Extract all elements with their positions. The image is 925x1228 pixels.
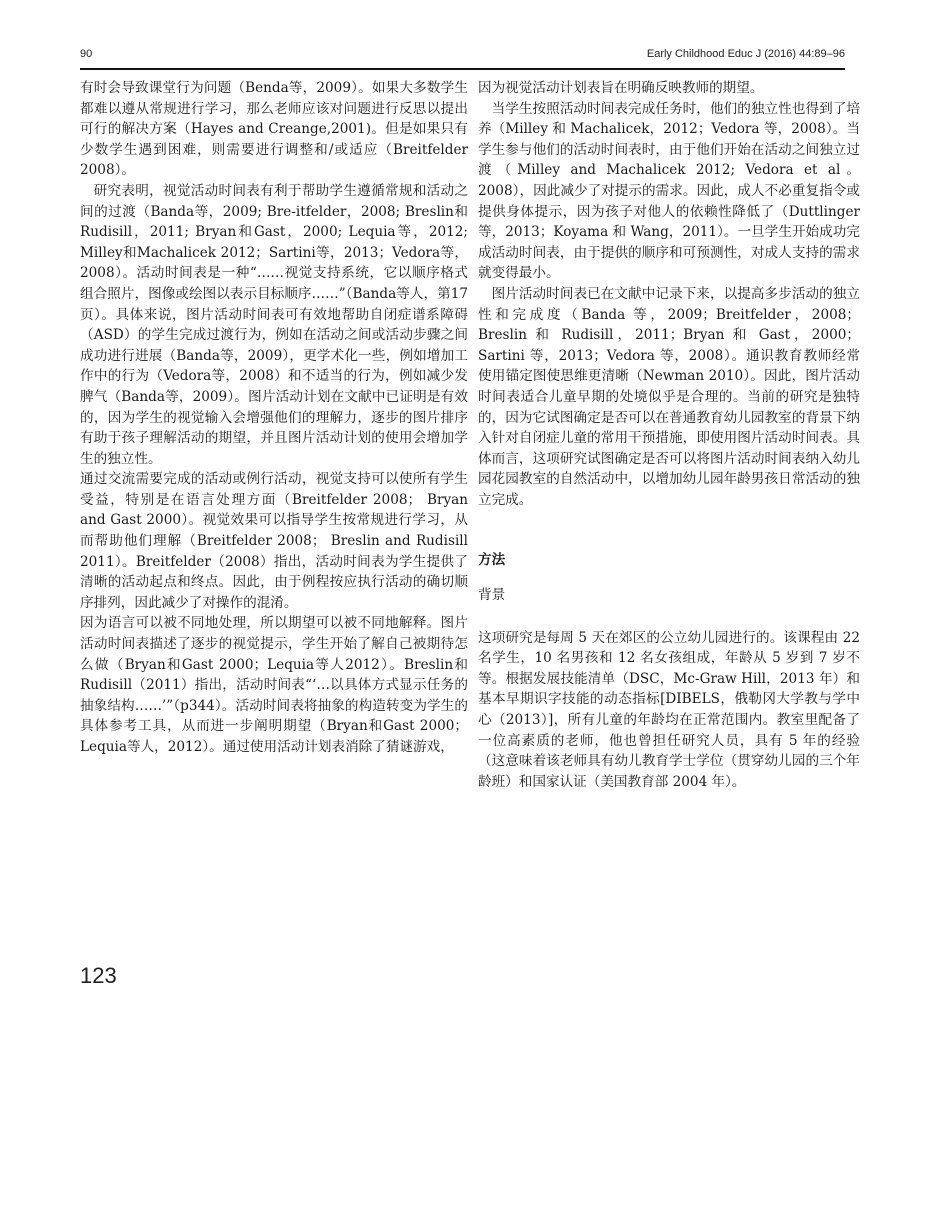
paragraph-setting: 这项研究是每周 5 天在郊区的公立幼儿园进行的。该课程由 22 名学生，10 名男孩和 12 名女孩组成，年龄从 5 岁到 7 岁不等。根据发展技能清单（DSC，Mc-Graw Hill，2013 年）和基本早期识字技能的动态指标[DIBELS，俄勒冈大学教与学中心（2013）]，所有儿童的年龄均在正常范围内。教室里配备了一位高素质的老师，他也曾担任研究人员，具有 5 年的经验（这意味着该老师具有幼儿教育学士学位（贯穿幼儿园的三个年龄班）和国家认证（美国教育部 2004 年）。	[478, 629, 860, 790]
paragraph-6: 当学生按照活动时间表完成任务时，他们的独立性也得到了培养（Milley 和 Machalicek，2012；Vedora 等，2008）。当学生参与他们的活动时间表时，由于他们开始在活动之间独立过渡（Milley and Machalicek 2012; Vedora et al。2008），因此减少了对提示的需求。因此，成人不必重复指令或提供身体提示，因为孩子对他人的依赖性降低了（Duttlinger 等，2013；Koyama 和 Wang，2011）。一旦学生开始成功完成活动时间表，由于提供的顺序和可预测性，对成人支持的需求就变得最小。	[478, 100, 860, 282]
paragraph-4: 因为语言可以被不同地处理，所以期望可以被不同地解释。图片活动时间表描述了逐步的视觉提示，学生开始了解自己被期待怎么做（Bryan和Gast 2000；Lequia等人2012）。Breslin和Rudisill（2011）指出，活动时间表“‘…以具体方式显示任务的抽象结构……’”（p344）。活动时间表将抽象的构造转变为学生的具体参考工具，从而进一步阐明期望（Bryan和Gast 2000；Lequia等人，2012）。通过使用活动计划表消除了猜谜游戏，	[80, 615, 468, 755]
paragraph-2: 研究表明，视觉活动时间表有利于帮助学生遵循常规和活动之间的过渡（Banda等，2009; Bre-itfelder，2008; Breslin和Rudisill，2011; Bryan和Gast，2000; Lequia等，2012; Milley和Machalicek 2012；Sartini等，2013；Vedora等，2008）。活动时间表是一种“……视觉支持系统，它以顺序格式组合照片，图像或绘图以表示目标顺序……”（Banda等人，第17页）。具体来说，图片活动时间表可有效地帮助自闭症谱系障碍（ASD）的学生完成过渡行为，例如在活动之间或活动步骤之间成功进行进展（Banda等，2009），更学术化一些，例如增加工作中的行为（Vedora等，2008）和不适当的行为，例如减少发脾气（Banda等，2009）。图片活动计划在文献中已证明是有效的，因为学生的视觉输入会增强他们的理解力，逐步的图片排序有助于孩子理解活动的期望，并且图片活动计划的使用会增加学生的独立性。	[80, 182, 468, 467]
right-column	[478, 78, 860, 792]
paragraph-1: 有时会导致课堂行为问题（Benda等，2009）。如果大多数学生都难以遵从常规进行学习，那么老师应该对问题进行反思以提出可行的解决方案（Hayes and Creange,2001)。但是如果只有少数学生遇到困难，则需要进行调整和/或适应（Breitfelder 2008）。	[80, 80, 468, 179]
page-number: 90	[80, 48, 93, 60]
running-header	[80, 48, 845, 68]
paragraph-5: 因为视觉活动计划表旨在明确反映教师的期望。	[478, 80, 764, 96]
section-heading-methods: 方法	[478, 552, 506, 569]
header-rule	[80, 68, 845, 70]
subsection-heading-setting: 背景	[478, 587, 506, 604]
paragraph-3: 通过交流需要完成的活动或例行活动，视觉支持可以使所有学生受益，特别是在语言处理方面（Breitfelder 2008； Bryan and Gast 2000）。视觉效果可以指导学生按常规进行学习，从而帮助他们理解（Breitfelder 2008； Breslin and Rudisill 2011）。Breitfelder（2008）指出，活动时间表为学生提供了清晰的活动起点和终点。因此，由于例程按应执行活动的确切顺序排列，因此减少了对操作的混淆。	[80, 471, 468, 611]
left-column	[80, 78, 468, 758]
journal-reference: Early Childhood Educ J (2016) 44:89–96	[646, 48, 845, 60]
footer-number: 123	[80, 963, 117, 988]
paragraph-7: 图片活动时间表已在文献中记录下来，以提高多步活动的独立性和完成度（Banda 等，2009；Breitfelder，2008；Breslin 和 Rudisill，2011；Bryan 和 Gast，2000；Sartini 等，2013；Vedora 等，2008）。通识教育教师经常使用锚定图使思维更清晰（Newman 2010）。因此，图片活动时间表适合儿童早期的处境似乎是合理的。当前的研究是独特的，因为它试图确定是否可以在普通教育幼儿园教室的背景下纳入针对自闭症儿童的常用干预措施，即使用图片活动时间表。具体而言，这项研究试图确定是否可以将图片活动时间表纳入幼儿园花园教室的自然活动中，以增加幼儿园年龄男孩日常活动的独立完成。	[478, 285, 860, 508]
